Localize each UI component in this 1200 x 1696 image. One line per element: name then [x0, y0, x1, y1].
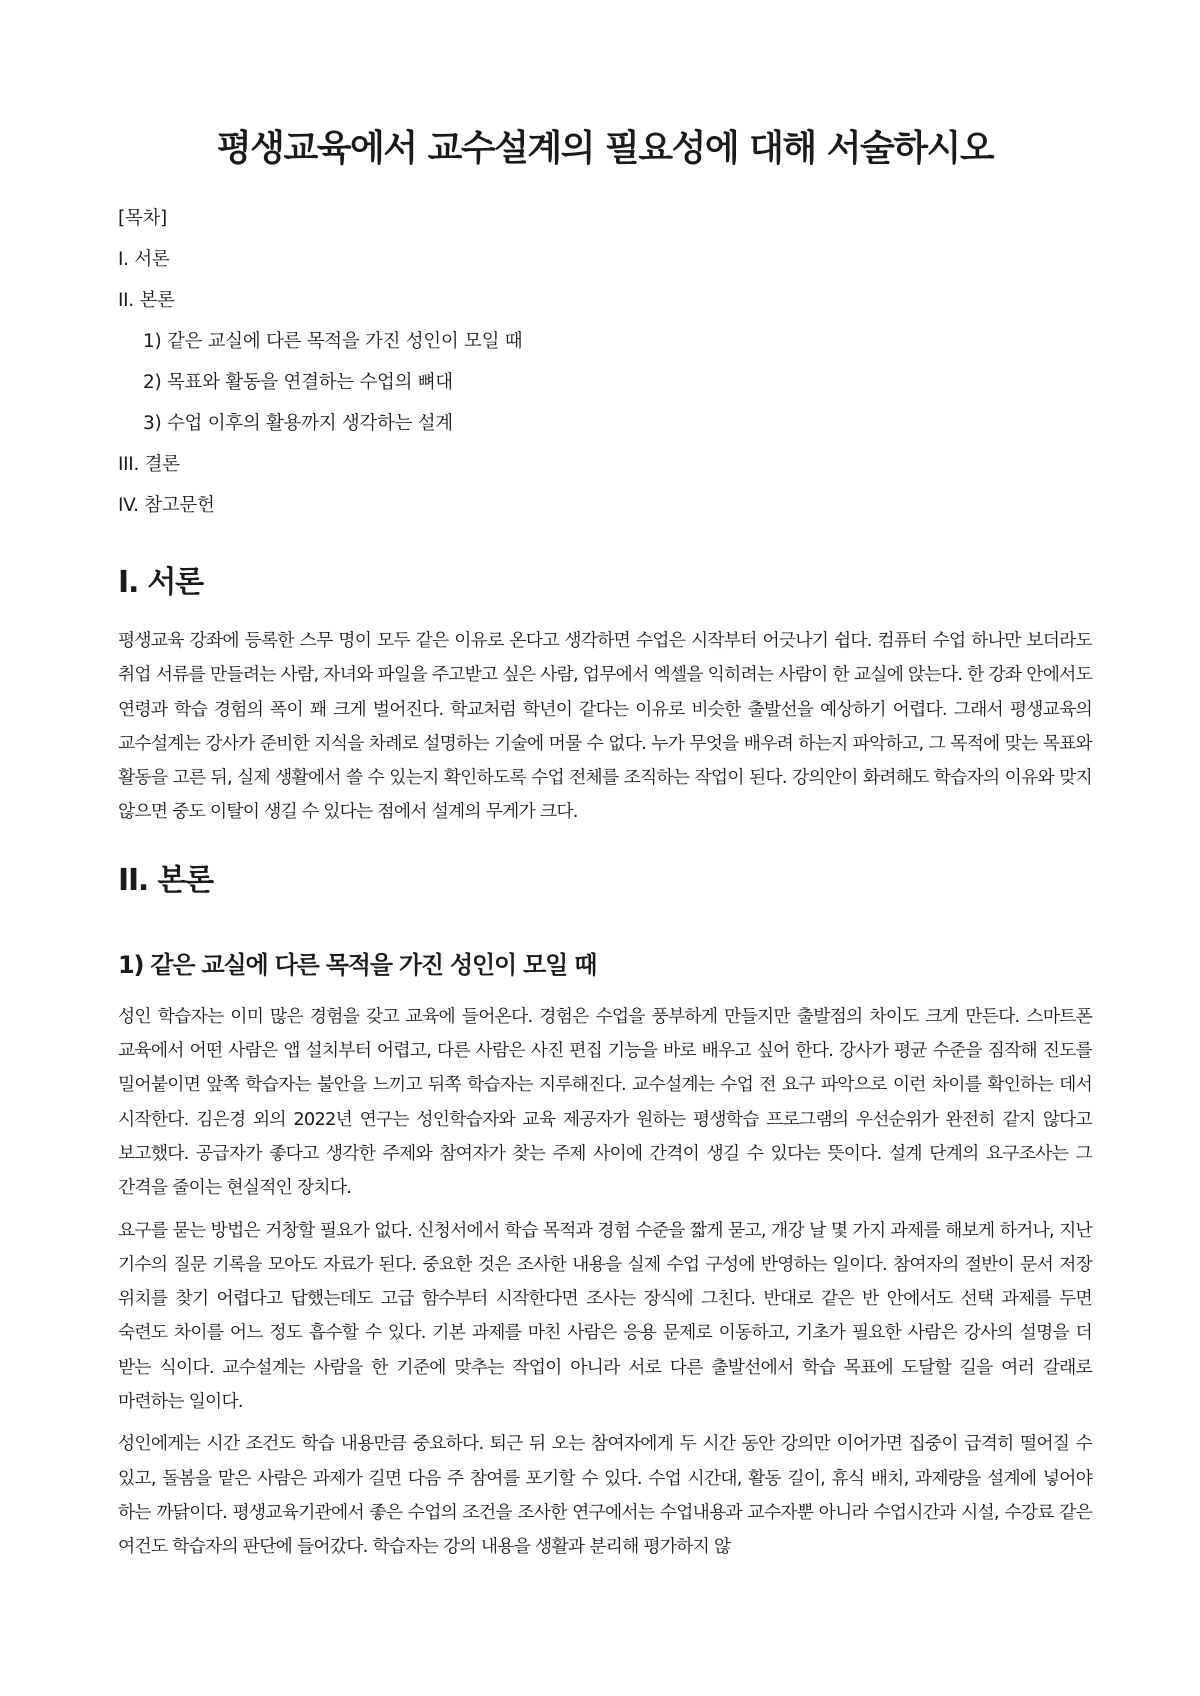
toc-heading: [목차] [118, 208, 167, 229]
toc-item-body-3: 3) 수업 이후의 활용까지 생각하는 설계 [143, 413, 453, 434]
subsection-heading-1: 1) 같은 교실에 다른 목적을 가진 성인이 모일 때 [118, 950, 597, 979]
toc-item-body: II. 본론 [118, 290, 175, 311]
intro-paragraph: 평생교육 강좌에 등록한 스무 명이 모두 같은 이유로 온다고 생각하면 수업은 시작부터 어긋나기 쉽다. 컴퓨터 수업 하나만 보더라도 취업 서류를 만들려는 사람, 자녀와 파일을 주고받고 싶은 사람, 업무에서 엑셀을 익히려는 사람이 한 교실에 앉는다. 한 강좌 안에서도 연령과 학습 경험의 폭이 꽤 크게 벌어진다. 학교처럼 학년이 같다는 이유로 비슷한 출발선을 예상하기 어렵다. 그래서 평생교육의 교수설계는 강사가 준비한 지식을 차례로 설명하는 기술에 머물 수 없다. 누가 무엇을 배우려 하는지 파악하고, 그 목적에 맞는 목표와 활동을 고른 뒤, 실제 생활에서 쓸 수 있는지 확인하도록 수업 전체를 조직하는 작업이 된다. 강의안이 화려해도 학습자의 이유와 맞지 않으면 중도 이탈이 생길 수 있다는 점에서 설계의 무게가 크다. [118, 630, 1092, 823]
toc-item-references: IV. 참고문헌 [118, 495, 215, 516]
toc-item-conclusion: III. 결론 [118, 454, 180, 475]
toc-item-body-1: 1) 같은 교실에 다른 목적을 가진 성인이 모일 때 [143, 331, 523, 352]
section-heading-body: II. 본론 [118, 862, 213, 898]
body-paragraph-3: 성인에게는 시간 조건도 학습 내용만큼 중요하다. 퇴근 뒤 오는 참여자에게 두 시간 동안 강의만 이어가면 집중이 급격히 떨어질 수 있고, 돌봄을 맡은 사람은 과제가 길면 다음 주 참여를 포기할 수 있다. 수업 시간대, 활동 길이, 휴식 배치, 과제량을 설계에 넣어야 하는 까닭이다. 평생교육기관에서 좋은 수업의 조건을 조사한 연구에서는 수업내용과 교수자뿐 아니라 수업시간과 시설, 수강료 같은 여건도 학습자의 판단에 들어갔다. 학습자는 강의 내용을 생활과 분리해 평가하지 않 [118, 1433, 1092, 1558]
document-title: 평생교육에서 교수설계의 필요성에 대해 서술하시오 [216, 128, 994, 169]
section-heading-intro: I. 서론 [118, 565, 203, 600]
body-paragraph-2: 요구를 묻는 방법은 거창할 필요가 없다. 신청서에서 학습 목적과 경험 수준을 짧게 묻고, 개강 날 몇 가지 과제를 해보게 하거나, 지난 기수의 질문 기록을 모아도 자료가 된다. 중요한 것은 조사한 내용을 실제 수업 구성에 반영하는 일이다. 참여자의 절반이 문서 저장 위치를 찾기 어렵다고 답했는데도 고급 함수부터 시작한다면 조사는 장식에 그친다. 반대로 같은 반 안에서도 선택 과제를 두면 숙련도 차이를 어느 정도 흡수할 수 있다. 기본 과제를 마친 사람은 응용 문제로 이동하고, 기초가 필요한 사람은 강사의 설명을 더 받는 식이다. 교수설계는 사람을 한 기준에 맞추는 작업이 아니라 서로 다른 출발선에서 학습 목표에 도달할 길을 여러 갈래로 마련하는 일이다. [118, 1219, 1092, 1413]
toc-item-body-2: 2) 목표와 활동을 연결하는 수업의 뼈대 [143, 372, 453, 393]
body-paragraph-1: 성인 학습자는 이미 많은 경험을 갖고 교육에 들어온다. 경험은 수업을 풍부하게 만들지만 출발점의 차이도 크게 만든다. 스마트폰 교육에서 어떤 사람은 앱 설치부터 어렵고, 다른 사람은 사진 편집 기능을 바로 배우고 싶어 한다. 강사가 평균 수준을 짐작해 진도를 밀어붙이면 앞쪽 학습자는 불안을 느끼고 뒤쪽 학습자는 지루해진다. 교수설계는 수업 전 요구 파악으로 이런 차이를 확인하는 데서 시작한다. 김은경 외의 2022년 연구는 성인학습자와 교육 제공자가 원하는 평생학습 프로그램의 우선순위가 완전히 같지 않다고 보고했다. 공급자가 좋다고 생각한 주제와 참여자가 찾는 주제 사이에 간격이 생길 수 있다는 뜻이다. 설계 단계의 요구조사는 그 간격을 줄이는 현실적인 장치다. [118, 1005, 1092, 1199]
toc-item-intro: I. 서론 [118, 249, 170, 270]
page-bottom-margin [0, 1590, 1200, 1696]
table-of-contents [118, 198, 1092, 526]
